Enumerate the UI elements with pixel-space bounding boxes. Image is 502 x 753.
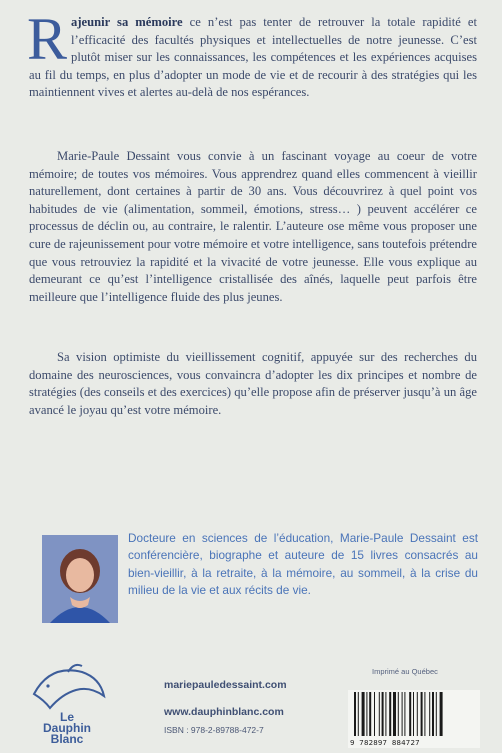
description-paragraph-1: Marie-Paule Dessaint vous convie à un fascinant voyage au coeur de votre mémoire; de toutes vos mémoires. Vous apprendrez quand elles commencent à vieillir naturellement, dont certaines à partir de 30 ans. Vous découvrirez à quel point vos habitudes de vie (alimentation, sommeil, émotions, stress… ) peuvent accélérer ce processus de déclin ou, au contraire, le ralentir. L’auteure ose même vous proposer une cure de rajeunissement pour votre mémoire et votre intelligence, sans toutefois prétendre que vous retrouviez la rapidité et la vivacité de votre jeunesse. Elle vous explique au demeurant ce qu’est l’intelligence cristallisée des aînés, laquelle peut parfois être meilleure que l’intelligence fluide des plus jeunes. bbox=[29, 149, 477, 304]
logo-line-3: Blanc bbox=[50, 732, 84, 746]
drop-cap: R bbox=[27, 6, 68, 72]
logo-line-2: Dauphin bbox=[43, 721, 91, 735]
author-portrait-image bbox=[42, 535, 118, 623]
isbn: ISBN : 978-2-89788-472-7 bbox=[164, 725, 264, 735]
publisher-logo-text bbox=[22, 712, 112, 745]
author-photo bbox=[42, 535, 118, 623]
author-bio: Docteure en sciences de l’éducation, Marie-Paule Dessaint est conférencière, biographe et auteure de 15 livres consacrés au bien-vieillir, à la retraite, à la mémoire, au sommeil, à la crise du milieu de la vie et aux récits de vie. bbox=[128, 531, 478, 598]
author-website: mariepauledessaint.com bbox=[164, 679, 287, 691]
logo-line-1: Le bbox=[59, 710, 74, 724]
barcode-digits: 9 782897 884727 bbox=[350, 738, 420, 747]
description-paragraph-2: Sa vision optimiste du vieillissement cognitif, appuyée sur des recherches du domaine des neurosciences, vous convaincra d’adopter les dix principes et nombre de stratégies (des conseils et des exercices) qu’elle propose afin de préserver jusqu’à un âge avancé le joyau qu’est votre mémoire. bbox=[29, 350, 477, 417]
intro-text: ce n’est pas tenter de retrouver la totale rapidité et l’efficacité des facultés physiques et intellectuelles de notre jeunesse. C’est plutôt miser sur les connaissances, les compétences et les expériences acquises au fil du temps, en plus d’adopter un mode de vie et de recourir à des stratégies qui les maintiennent vives et alertes au-delà de nos espérances. bbox=[29, 15, 477, 100]
printed-in: Imprimé au Québec bbox=[372, 667, 438, 676]
intro-paragraph bbox=[27, 6, 477, 102]
intro-lead: ajeunir sa mémoire bbox=[71, 15, 183, 29]
barcode-bars bbox=[348, 690, 480, 738]
publisher-website: www.dauphinblanc.com bbox=[164, 706, 284, 718]
